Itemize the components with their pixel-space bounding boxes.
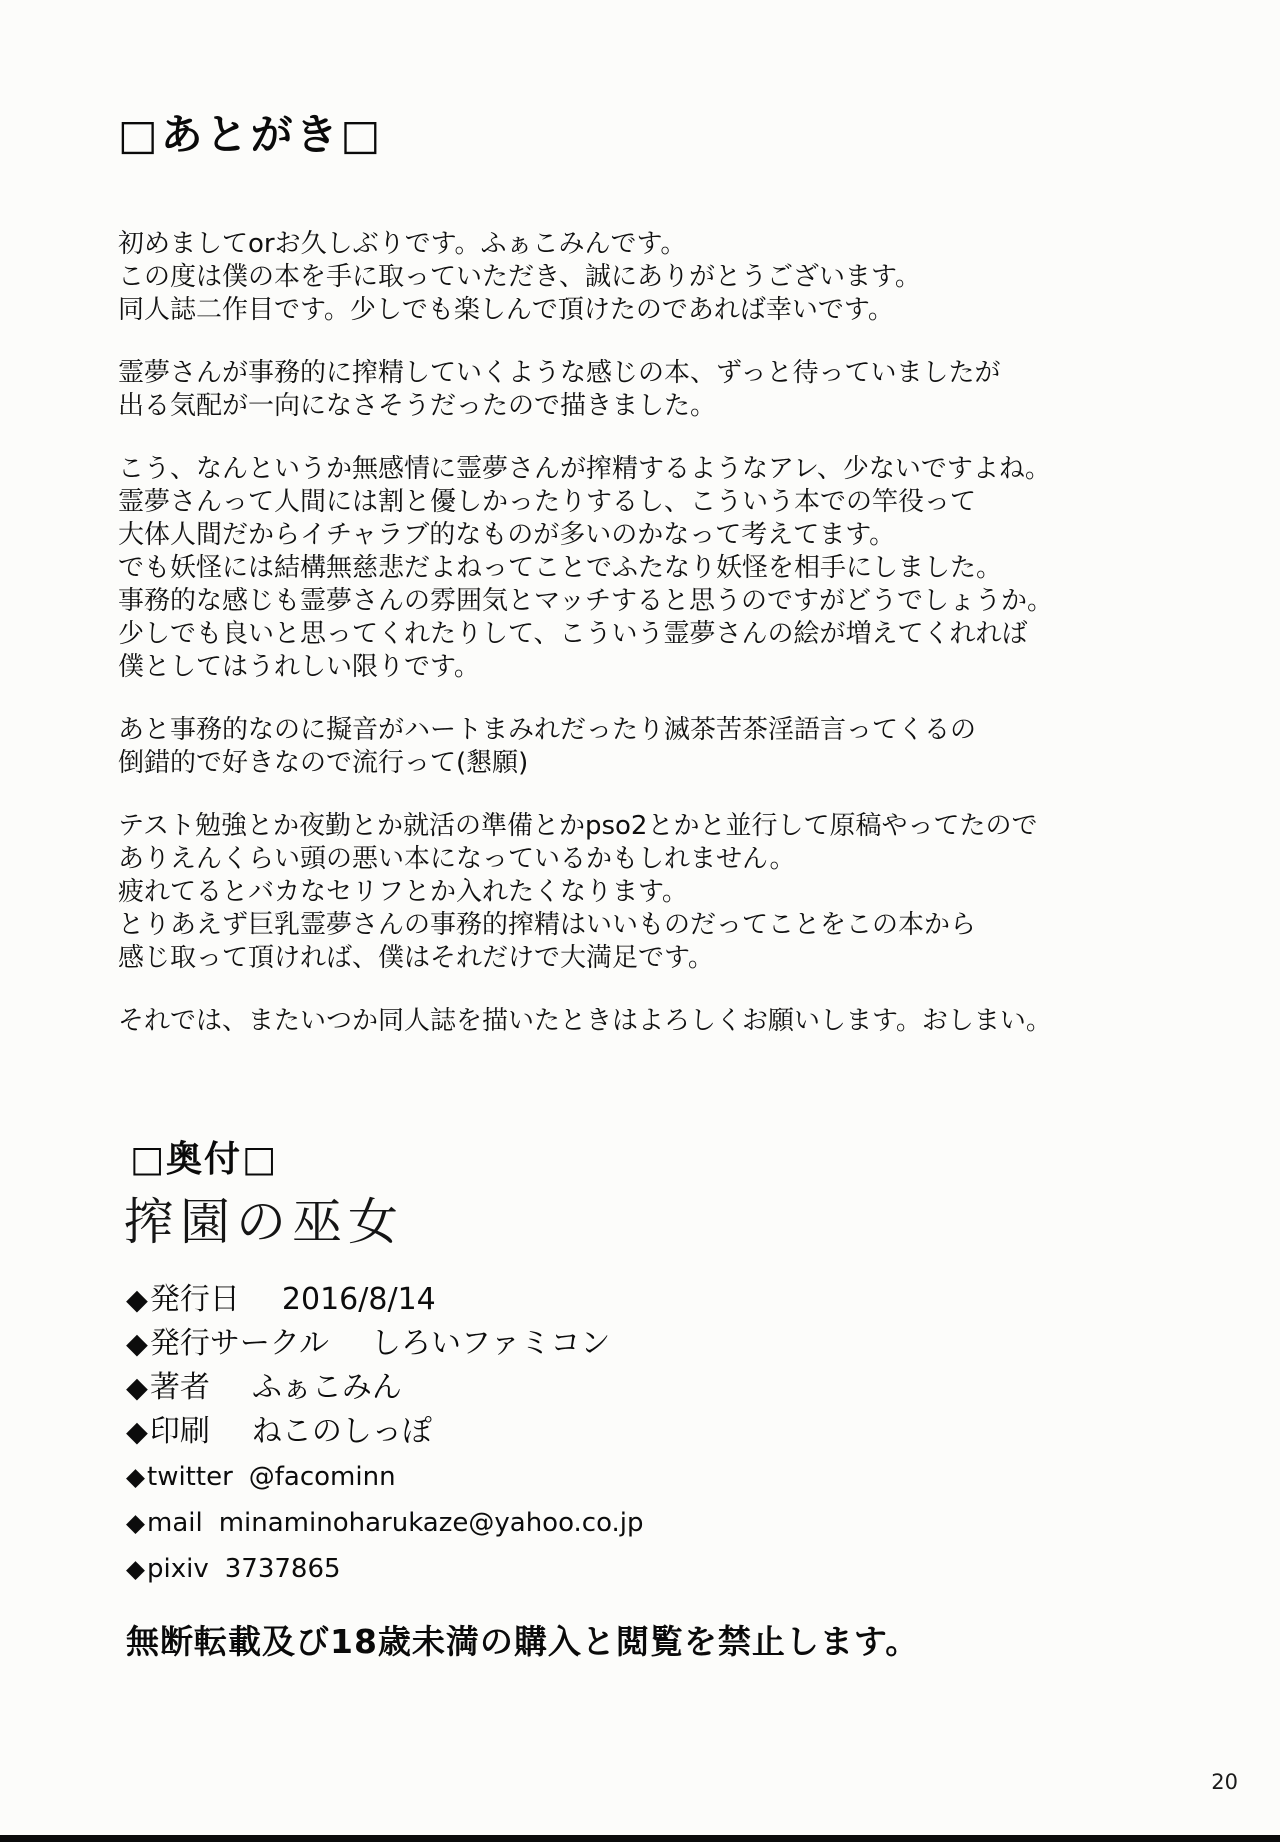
afterword-heading: □あとがき□ (118, 110, 384, 159)
afterword-paragraph (118, 453, 1220, 684)
colophon-value: ふぁこみん (251, 1370, 402, 1405)
text-line: 初めましてorお久しぶりです。ふぁこみんです。 (118, 229, 687, 259)
afterword-section (118, 110, 1220, 1038)
diamond-icon: ◆ (126, 1554, 145, 1583)
text-line: 僕としてはうれしい限りです。 (118, 652, 480, 682)
text-line: 少しでも良いと思ってくれたりして、こういう霊夢さんの絵が増えてくれれば (118, 619, 1028, 649)
text-line: 霊夢さんって人間には割と優しかったりするし、こういう本での竿役って (118, 487, 977, 517)
text-line: 同人誌二作目です。少しでも楽しんで頂けたのであれば幸いです。 (118, 295, 894, 325)
afterword-paragraph (118, 1005, 1220, 1038)
colophon-entry-date (126, 1278, 1220, 1322)
afterword-paragraph (118, 810, 1220, 975)
colophon-value: 2016/8/14 (281, 1282, 436, 1317)
afterword-paragraph (118, 714, 1220, 780)
colophon-entry-twitter (126, 1454, 1220, 1500)
text-line: テスト勉強とか夜勤とか就活の準備とかpso2とかと並行して原稿やってたので (118, 811, 1038, 841)
colophon-label: 発行サークル (149, 1326, 330, 1361)
colophon-label: mail (147, 1508, 203, 1538)
afterword-paragraph (118, 228, 1220, 327)
text-line: こう、なんというか無感情に霊夢さんが搾精するようなアレ、少ないですよね。 (118, 454, 1051, 484)
age-restriction-notice: 無断転載及び18歳未満の購入と閲覧を禁止します。 (126, 1622, 920, 1661)
colophon-entry-printer (126, 1410, 1220, 1454)
colophon-value: ねこのしっぽ (251, 1414, 432, 1449)
text-line: ありえんくらい頭の悪い本になっているかもしれません。 (118, 844, 796, 874)
colophon-heading: □奥付□ (130, 1139, 279, 1180)
colophon-value: 3737865 (224, 1554, 341, 1584)
page-number: 20 (1211, 1770, 1238, 1794)
diamond-icon: ◆ (126, 1462, 145, 1491)
text-line: 疲れてるとバカなセリフとか入れたくなります。 (118, 877, 688, 907)
diamond-icon: ◆ (126, 1508, 145, 1537)
colophon-label: 著者 (149, 1370, 210, 1405)
colophon-value: @facominn (248, 1462, 396, 1492)
text-line: 霊夢さんが事務的に搾精していくような感じの本、ずっと待っていましたが (118, 358, 1001, 388)
text-line: それでは、またいつか同人誌を描いたときはよろしくお願いします。おしまい。 (118, 1006, 1052, 1036)
colophon-entry-circle (126, 1322, 1220, 1366)
colophon-value: しろいファミコン (371, 1326, 611, 1361)
colophon-label: twitter (147, 1462, 233, 1492)
text-line: 倒錯的で好きなので流行って(懇願) (118, 748, 529, 778)
text-line: とりあえず巨乳霊夢さんの事務的搾精はいいものだってことをこの本から (118, 910, 977, 940)
text-line: 出る気配が一向になさそうだったので描きました。 (118, 391, 717, 421)
text-line: あと事務的なのに擬音がハートまみれだったり滅茶苦茶淫語言ってくるの (118, 715, 977, 745)
text-line: この度は僕の本を手に取っていただき、誠にありがとうございます。 (118, 262, 921, 292)
text-line: 感じ取って頂ければ、僕はそれだけで大満足です。 (118, 943, 714, 973)
colophon-label: 発行日 (149, 1282, 240, 1317)
colophon-label: pixiv (147, 1554, 209, 1584)
colophon-value: minaminoharukaze@yahoo.co.jp (218, 1508, 644, 1538)
diamond-icon: ◆ (126, 1327, 148, 1360)
colophon-label: 印刷 (149, 1414, 210, 1449)
diamond-icon: ◆ (126, 1371, 148, 1404)
afterword-paragraph (118, 357, 1220, 423)
text-line: 事務的な感じも霊夢さんの雰囲気とマッチすると思うのですがどうでしょうか。 (118, 586, 1053, 616)
colophon-entry-pixiv (126, 1546, 1220, 1592)
text-line: 大体人間だからイチャラブ的なものが多いのかなって考えてます。 (118, 520, 896, 550)
book-title: 搾園の巫女 (124, 1193, 404, 1251)
colophon-entry-author (126, 1366, 1220, 1410)
colophon-entry-mail (126, 1500, 1220, 1546)
colophon-section (118, 1138, 1220, 1663)
colophon-entries (126, 1278, 1220, 1592)
text-line: でも妖怪には結構無慈悲だよねってことでふたなり妖怪を相手にしました。 (118, 553, 1003, 583)
diamond-icon: ◆ (126, 1415, 148, 1448)
scan-edge-bar (0, 1835, 1280, 1842)
diamond-icon: ◆ (126, 1283, 148, 1316)
